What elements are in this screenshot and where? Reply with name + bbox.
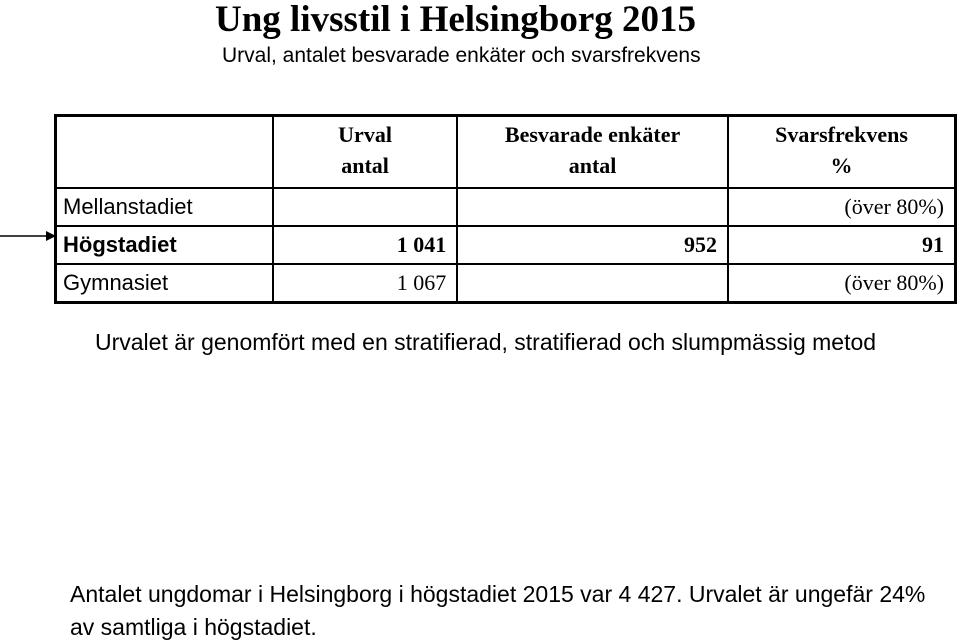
- header-besvarade-line1: Besvarade enkäter: [504, 122, 681, 147]
- cell-svarsfrekvens: (över 80%): [728, 264, 956, 303]
- cell-besvarade: [457, 264, 728, 303]
- header-svarsfrekvens-line2: %: [830, 153, 853, 178]
- arrow-right-icon: [0, 226, 56, 246]
- header-corner: [56, 116, 273, 189]
- cell-svarsfrekvens: (över 80%): [728, 188, 956, 226]
- row-label: Gymnasiet: [56, 264, 273, 303]
- cell-urval: [273, 188, 457, 226]
- header-besvarade: [457, 116, 728, 189]
- cell-besvarade: [457, 188, 728, 226]
- page-subtitle: Urval, antalet besvarade enkäter och svarsfrekvens: [222, 44, 701, 67]
- row-label: Mellanstadiet: [56, 188, 273, 226]
- cell-urval: 1 041: [273, 226, 457, 264]
- header-urval: [273, 116, 457, 189]
- table-row: [56, 188, 956, 226]
- page-title: Ung livsstil i Helsingborg 2015: [215, 0, 697, 40]
- table-header-row: [56, 116, 956, 189]
- sample-table: [54, 114, 957, 304]
- header-urval-line1: Urval: [338, 122, 392, 147]
- table-row: [56, 264, 956, 303]
- header-urval-line2: antal: [341, 153, 389, 178]
- cell-svarsfrekvens: 91: [728, 226, 956, 264]
- table-row-highlighted: [56, 226, 956, 264]
- header-besvarade-line2: antal: [568, 153, 617, 178]
- population-note: Antalet ungdomar i Helsingborg i högstadiet 2015 var 4 427. Urvalet är ungefär 24% av samtliga i högstadiet.: [70, 581, 926, 640]
- cell-besvarade: 952: [457, 226, 728, 264]
- row-label: Högstadiet: [56, 226, 273, 264]
- cell-urval: 1 067: [273, 264, 457, 303]
- header-svarsfrekvens: [728, 116, 956, 189]
- method-note: Urvalet är genomfört med en stratifierad, stratifierad och slumpmässig metod: [95, 329, 877, 355]
- header-svarsfrekvens-line1: Svarsfrekvens: [775, 122, 908, 147]
